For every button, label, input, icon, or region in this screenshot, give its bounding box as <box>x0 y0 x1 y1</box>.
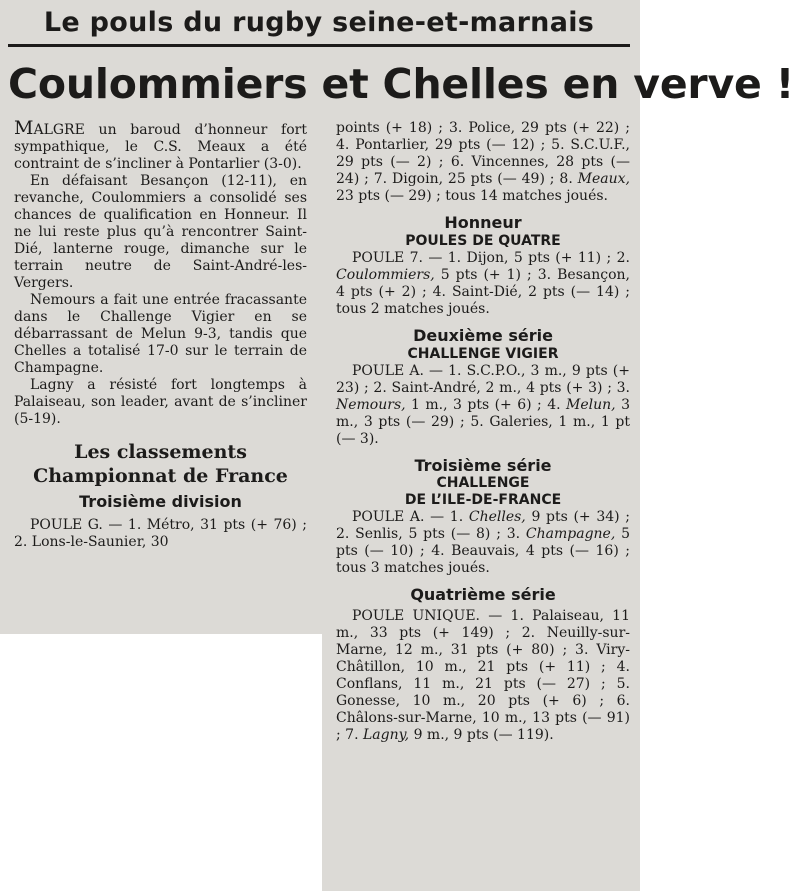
challenge-subtitle: DE L’ILE-DE-FRANCE <box>404 492 562 508</box>
text: 9 pts (+ 34) ; 2. Senlis, 5 pts (— 8) ; 3. <box>336 509 631 542</box>
text: POULE A. — 1. <box>352 509 464 525</box>
paragraph: En défaisant Besançon (12-11), en revanche, Coulommiers a consolidé ses chances de qualification en Honneur. Il ne lui reste plus qu’à rencontrer Saint-Dié, lanterne rouge, dimanche sur le terrain neutre de Saint-André-les-Vergers. <box>14 173 307 291</box>
headline: Coulommiers et Chelles en verve ! <box>8 60 794 108</box>
challenge-vigier-title: CHALLENGE VIGIER <box>407 346 559 362</box>
club-nemours: Nemours, <box>336 397 406 413</box>
honneur-subtitle: POULES DE QUATRE <box>405 233 561 249</box>
poule-g-end <box>336 120 630 205</box>
club-coulommiers: Coulommiers, <box>336 267 435 283</box>
text: 5 pts (+ 1) ; 3. Besançon, 4 pts (+ 2) ; 4. Saint-Dié, 2 pts (— 14) ; tous 2 matches joués. <box>336 267 630 317</box>
poule-g-text: points (+ 18) ; 3. Police, 29 pts (+ 22) ; 4. Pontarlier, 29 pts (— 12) ; 5. S.C.U.F., 29 pts (— 2) ; 6. Vincennes, 28 pts (— 24) ; 7. Digoin, 25 pts (— 49) ; <box>336 120 630 187</box>
championnat-title: Championnat de France <box>33 465 288 487</box>
paragraph: Nemours a fait une entrée fracassante dans le Challenge Vigier en se débarrassant de Melun 9-3, tandis que Chelles a totalisé 17-0 sur le terrain de Champagne. <box>14 292 307 376</box>
classements-title: Les classements <box>74 441 247 463</box>
text: 1 m., 3 pts (+ 6) ; 4. <box>411 397 561 413</box>
club-meaux: Meaux, <box>577 171 631 187</box>
challenge-title: CHALLENGE <box>436 475 530 491</box>
club-chelles: Chelles, <box>468 509 526 525</box>
paragraph: Lagny a résisté fort longtemps à Palaiseau, son leader, avant de s’incliner (5-19). <box>14 377 307 427</box>
club-melun: Melun, <box>566 397 616 413</box>
text: POULE 7. — 1. Dijon, 5 pts (+ 11) ; 2. <box>352 250 630 266</box>
poule-g-start: POULE G. — 1. Métro, 31 pts (+ 76) ; 2. Lons-le-Saunier, 30 <box>14 517 307 550</box>
text: 3 m., 3 pts (— 29) ; 5. Galeries, 1 m., 1 pt (— 3). <box>336 397 630 447</box>
text: 9 m., 9 pts (— 119). <box>413 727 554 743</box>
quatrieme-serie-title: Quatrième série <box>410 585 556 604</box>
deuxieme-serie-title: Deuxième série <box>413 326 553 345</box>
poule-a-idf <box>336 509 630 577</box>
header-rule <box>8 44 630 47</box>
poule-unique <box>336 608 630 744</box>
left-column <box>14 117 307 551</box>
honneur-title: Honneur <box>444 213 522 232</box>
text: POULE UNIQUE. — 1. Palaiseau, 11 m., 33 pts (+ 149) ; 2. Neuilly-sur-Marne, 12 m., 31 pts (+ 80) ; 3. Viry-Châtillon, 10 m., 21 pts (+ 11) ; 4. Conflans, 11 m., 21 pts (— 27) ; 5. Gonesse, 10 m., 20 pts (+ 6) ; 6. Châlons-sur-Marne, 10 m., 13 pts (— 91) ; 7. <box>336 608 630 743</box>
right-column <box>336 120 630 744</box>
club-lagny: Lagny, <box>362 727 410 743</box>
intro-rest: ALGRE un baroud d’honneur fort sympathique, le C.S. Meaux a été contraint de s’incliner à Pontarlier (3-0). <box>14 122 307 172</box>
section-header: Le pouls du rugby seine-et-marnais <box>43 7 595 38</box>
troisieme-serie-title: Troisième série <box>414 456 552 475</box>
drop-cap: M <box>14 117 34 139</box>
text: 5 pts (— 10) ; 4. Beauvais, 4 pts (— 16) ; tous 3 matches joués. <box>336 526 631 576</box>
rank: 8. <box>559 171 573 187</box>
poule-a-vigier <box>336 363 630 448</box>
poule-g-text: 23 pts (— 29) ; tous 14 matches joués. <box>336 188 608 204</box>
paragraph <box>14 117 307 173</box>
text: POULE A. — 1. S.C.P.O., 3 m., 9 pts (+ 23) ; 2. Saint-André, 2 m., 4 pts (+ 3) ; 3. <box>336 363 630 396</box>
troisieme-division-title: Troisième division <box>79 492 242 511</box>
club-champagne: Champagne, <box>525 526 616 542</box>
poule-7 <box>336 250 630 318</box>
